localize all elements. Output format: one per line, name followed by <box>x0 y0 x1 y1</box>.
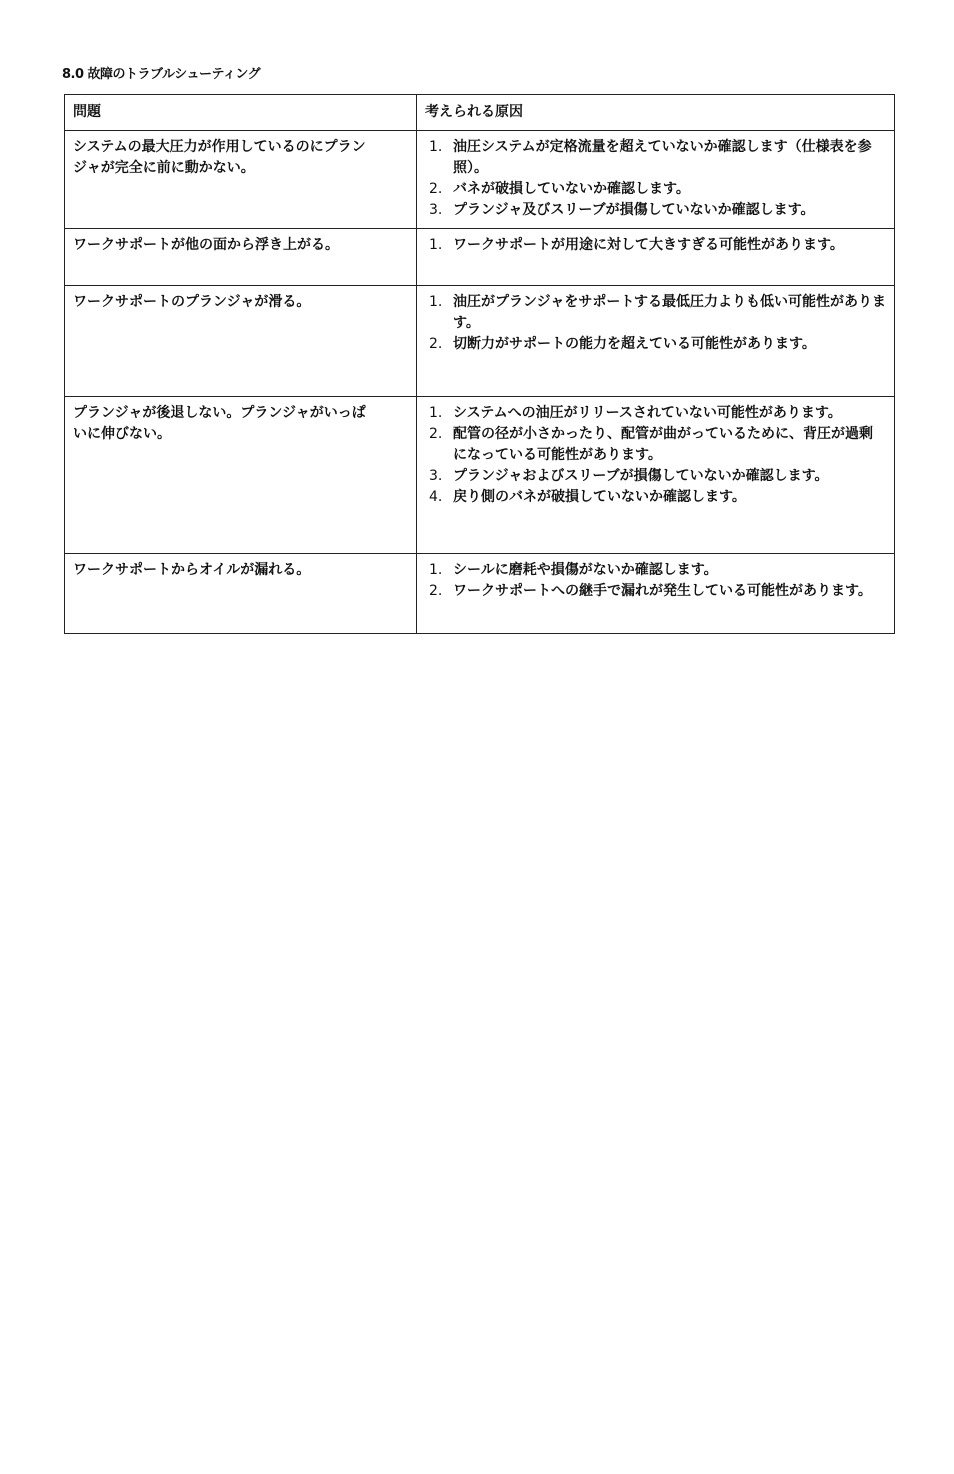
table-row <box>65 131 895 229</box>
cause-text: 油圧がプランジャをサポートする最低圧力よりも低い可能性があります。 <box>453 294 886 331</box>
cause-item <box>425 581 886 602</box>
problem-text: プランジャが後退しない。プランジャがいっぱいに伸びない。 <box>73 405 366 442</box>
cause-text: プランジャ及びスリーブが損傷していないか確認します。 <box>453 202 815 218</box>
causes-cell <box>417 229 895 286</box>
cause-text: バネが破損していないか確認します。 <box>453 181 690 197</box>
cause-number: 4. <box>429 489 443 505</box>
causes-cell <box>417 554 895 634</box>
troubleshooting-table <box>64 94 895 634</box>
header-causes: 考えられる原因 <box>417 95 895 131</box>
cause-text: 戻り側のバネが破損していないか確認します。 <box>453 489 746 505</box>
cause-text: プランジャおよびスリーブが損傷していないか確認します。 <box>453 468 829 484</box>
problem-cell <box>65 397 417 554</box>
cause-text: システムへの油圧がリリースされていない可能性があります。 <box>453 405 842 421</box>
cause-number: 1. <box>429 139 443 155</box>
cause-number: 2. <box>429 336 443 352</box>
cause-number: 1. <box>429 562 443 578</box>
cause-number: 3. <box>429 468 443 484</box>
cause-item <box>425 334 886 355</box>
table-row <box>65 286 895 397</box>
problem-text: システムの最大圧力が作用しているのにプランジャが完全に前に動かない。 <box>73 139 366 176</box>
cause-number: 3. <box>429 202 443 218</box>
cause-number: 1. <box>429 237 443 253</box>
cause-item <box>425 403 886 424</box>
cause-text: ワークサポートが用途に対して大きすぎる可能性があります。 <box>453 237 844 253</box>
cause-number: 1. <box>429 405 443 421</box>
causes-cell <box>417 397 895 554</box>
section-heading: 8.0 故障のトラブルシューティング <box>62 67 261 82</box>
causes-cell <box>417 131 895 229</box>
cause-item <box>425 200 886 221</box>
problem-cell <box>65 229 417 286</box>
cause-item <box>425 179 886 200</box>
cause-item <box>425 137 886 179</box>
table-row <box>65 229 895 286</box>
table-row <box>65 397 895 554</box>
cause-item <box>425 424 886 466</box>
problem-cell <box>65 286 417 397</box>
cause-item <box>425 292 886 334</box>
causes-list <box>425 292 886 355</box>
problem-text: ワークサポートが他の面から浮き上がる。 <box>73 237 339 253</box>
causes-list <box>425 137 886 221</box>
causes-cell <box>417 286 895 397</box>
cause-number: 2. <box>429 426 443 442</box>
cause-text: ワークサポートへの継手で漏れが発生している可能性があります。 <box>453 583 872 599</box>
cause-number: 2. <box>429 181 443 197</box>
cause-item <box>425 487 886 508</box>
cause-text: 配管の径が小さかったり、配管が曲がっているために、背圧が過剰になっている可能性があります。 <box>453 426 873 463</box>
problem-cell <box>65 131 417 229</box>
table-header-row <box>65 95 895 131</box>
causes-list <box>425 560 886 602</box>
cause-item <box>425 235 886 256</box>
problem-cell <box>65 554 417 634</box>
cause-text: 切断力がサポートの能力を超えている可能性があります。 <box>453 336 816 352</box>
problem-text: ワークサポートからオイルが漏れる。 <box>73 562 311 578</box>
problem-text: ワークサポートのプランジャが滑る。 <box>73 294 311 310</box>
cause-number: 1. <box>429 294 443 310</box>
table-row <box>65 554 895 634</box>
cause-number: 2. <box>429 583 443 599</box>
cause-item <box>425 466 886 487</box>
cause-text: シールに磨耗や損傷がないか確認します。 <box>453 562 718 578</box>
causes-list <box>425 235 886 256</box>
header-problem: 問題 <box>65 95 417 131</box>
cause-item <box>425 560 886 581</box>
cause-text: 油圧システムが定格流量を超えていないか確認します（仕様表を参照）。 <box>453 139 872 176</box>
causes-list <box>425 403 886 508</box>
